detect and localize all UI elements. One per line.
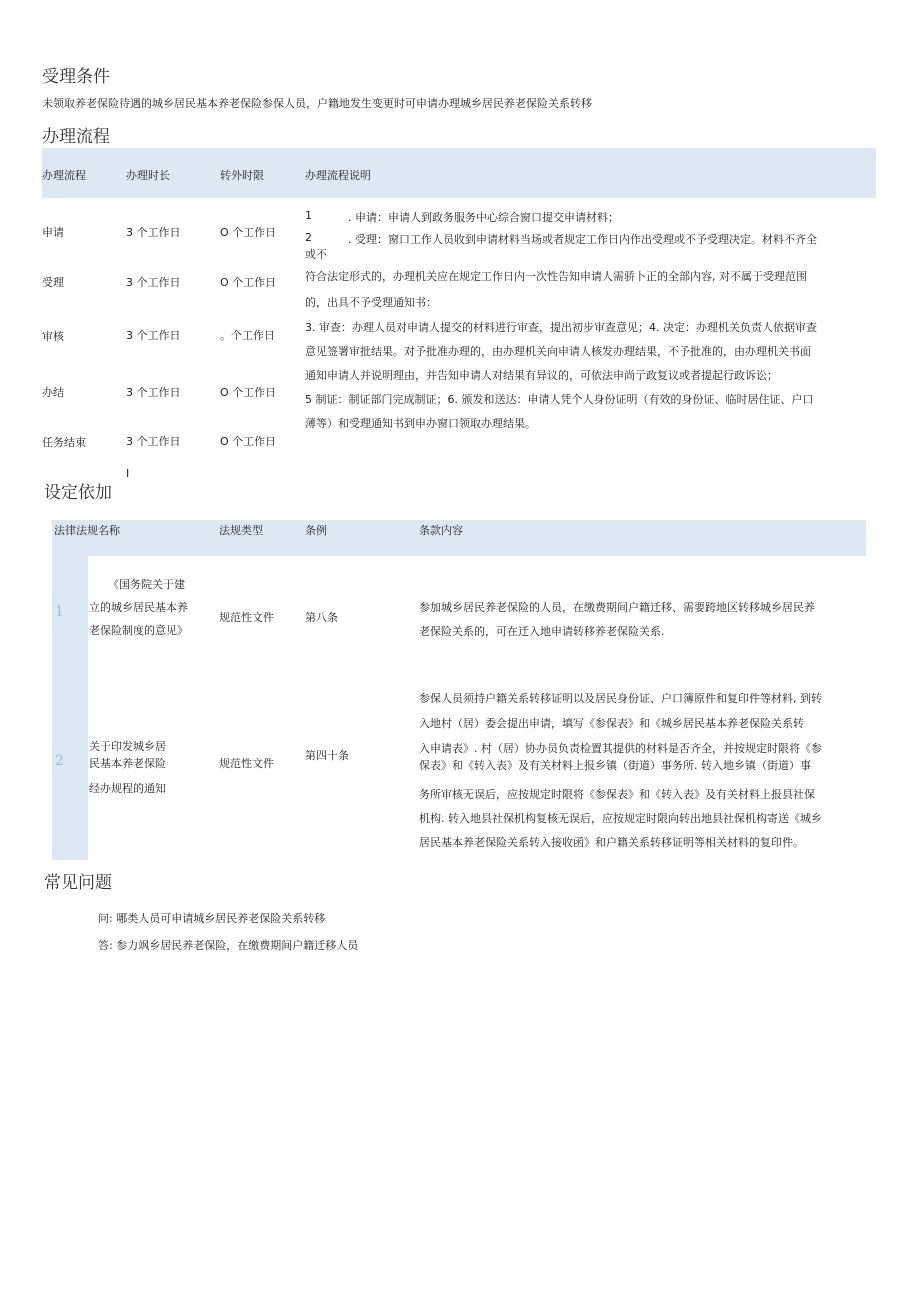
basis-row-name-line: 立的城乡居民基本养 (89, 601, 188, 614)
basis-row-content-line: 居民基本养老保险关系转入接收函》和户籍关系转移证明等相关材料的复印件。 (419, 836, 804, 849)
process-step: 审核 (42, 330, 64, 343)
basis-row-content-line: 务所审核无误后，应按规定时限将《参保表》和《转入表》及有关材料上报县社保 (419, 788, 815, 801)
basis-row-article: 第八条 (305, 611, 338, 624)
process-limit: 。个工作日 (220, 329, 275, 342)
basis-header-name: 法律法规名称 (54, 524, 120, 537)
process-desc-num: 2 (305, 231, 312, 244)
process-step: 申请 (42, 226, 64, 239)
basis-row-name-line: 经办规程的通知 (89, 782, 166, 795)
process-header-step: 办理流程 (42, 169, 86, 182)
process-header-limit: 转外时限 (220, 169, 264, 182)
basis-row-type: 规范性文件 (219, 611, 274, 624)
process-step: 任务结束 (42, 436, 86, 449)
process-limit: O 个工作日 (220, 276, 277, 289)
process-desc-line: 通知申请人并说明理由，并告知申请人对结果有异议的，可依法申尚亍政复议或者提起行政诉讼； (305, 369, 778, 382)
basis-heading: 设定依加 (44, 483, 112, 503)
conditions-heading: 受理条件 (42, 67, 110, 87)
basis-row-type: 规范性文件 (219, 757, 274, 770)
process-desc-line: 符合法定形式的，办理机关应在规定工作日内一次性告知申请人需骄卜正的全部内容, 对不属于受理范围 (305, 270, 807, 283)
basis-row-content-line: 保表》和《转入表》及有关材料上报乡镇（街道）事务所. 转入地乡镇（街道）事 (419, 759, 811, 772)
basis-row-index: 2 (55, 753, 64, 769)
process-step: 办结 (42, 386, 64, 399)
process-limit: O 个工作日 (220, 226, 277, 239)
process-desc-line: 的，出具不予受理通知书： (305, 296, 437, 309)
basis-row-content-line: 参保人员须持户籍关系转移证明以及居民身份证、户口簿原件和复印件等材料, 到转 (419, 692, 822, 705)
process-step: 受理 (42, 276, 64, 289)
process-duration: 3 个工作日 (126, 276, 181, 289)
basis-header-type: 法规类型 (219, 524, 263, 537)
process-limit: O 个工作日 (220, 386, 277, 399)
basis-header-content: 条款内容 (419, 524, 463, 537)
basis-row-name-line: 《国务院关于建 (108, 578, 185, 591)
process-duration: 3 个工作日 (126, 386, 181, 399)
process-duration: 3 个工作日 (126, 226, 181, 239)
process-header-description: 办理流程说明 (305, 169, 371, 182)
process-heading: 办理流程 (42, 127, 110, 147)
basis-row-name-line: 民基本养老保险 (89, 757, 166, 770)
process-desc-line: 3. 审查：办理人员对申请人提交的材料进行审查，提出初步审查意见；4. 决定：办理机关负责人依据审查 (305, 321, 817, 334)
process-desc-line: 意见签署审批结果。对予批准办理的，由办理机关向申请人核发办理结果，不予批准的，由办理机关书面 (305, 345, 811, 358)
basis-row-name-line: 老保险制度的意见》 (89, 624, 188, 637)
process-duration: 3 个工作日 (126, 435, 181, 448)
process-duration: 3 个工作日 (126, 329, 181, 342)
faq-question: 问: 哪类人员可申请城乡居民养老保险关系转移 (98, 912, 326, 925)
process-desc-line: . 受理：窗口工作人员收到申请材料当场或者规定工作日内作出受理或不予受理决定。材料不齐全 (348, 233, 817, 246)
basis-row-content-line: 老保险关系的，可在迁入地申请转移养老保险关系. (419, 625, 665, 638)
basis-row-content-line: 参加城乡居民养老保险的人员，在缴费期间户籍迁移、需要跨地区转移城乡居民养 (419, 601, 815, 614)
process-desc-line: 薄等）和受理通知书到申办窗口领取办理结果。 (305, 417, 536, 430)
basis-row-index: 1 (55, 604, 64, 620)
process-desc-line: 5 制证：制证部门完成制证；6. 颁发和送达：申请人凭个人身份证明（有效的身份证、临时居住证、户口 (305, 393, 814, 406)
process-desc-line: . 申请：申请人到政务服务中心综合窗口提交申请材料； (348, 211, 619, 224)
basis-row-content-line: 入申请表》. 村（居）协办员负责检置其提供的材料是否齐全，并按规定时限将《参 (419, 742, 822, 755)
conditions-text: 未领取养老保险待遇的城乡居民基本养老保险参保人员，户籍地发生变更时可申请办理城乡居民养老保险关系转移 (42, 97, 592, 110)
process-desc-num: 1 (305, 209, 312, 222)
process-limit: O 个工作日 (220, 435, 277, 448)
process-desc-line: 或不 (305, 248, 327, 261)
faq-heading: 常见问题 (44, 873, 112, 893)
faq-answer: 答: 参力飒乡居民养老保险，在缴费期间户籍迁移人员 (98, 939, 359, 952)
basis-row-content-line: 机构. 转入地县社保机构复核无误后，应按规定时限向转出地县社保机构寄送《城乡 (419, 812, 822, 825)
stray-mark: I (126, 467, 130, 480)
basis-row-content-line: 入地村（居）委会提出申请，填写《参保表》和《城乡居民基本养老保险关系转 (419, 717, 804, 730)
basis-index-column (52, 556, 88, 860)
process-header-duration: 办理时长 (126, 169, 170, 182)
basis-header-article: 条例 (305, 524, 327, 537)
basis-row-name-line: 关于印发城乡居 (89, 740, 166, 753)
basis-row-article: 第四十条 (305, 749, 349, 762)
